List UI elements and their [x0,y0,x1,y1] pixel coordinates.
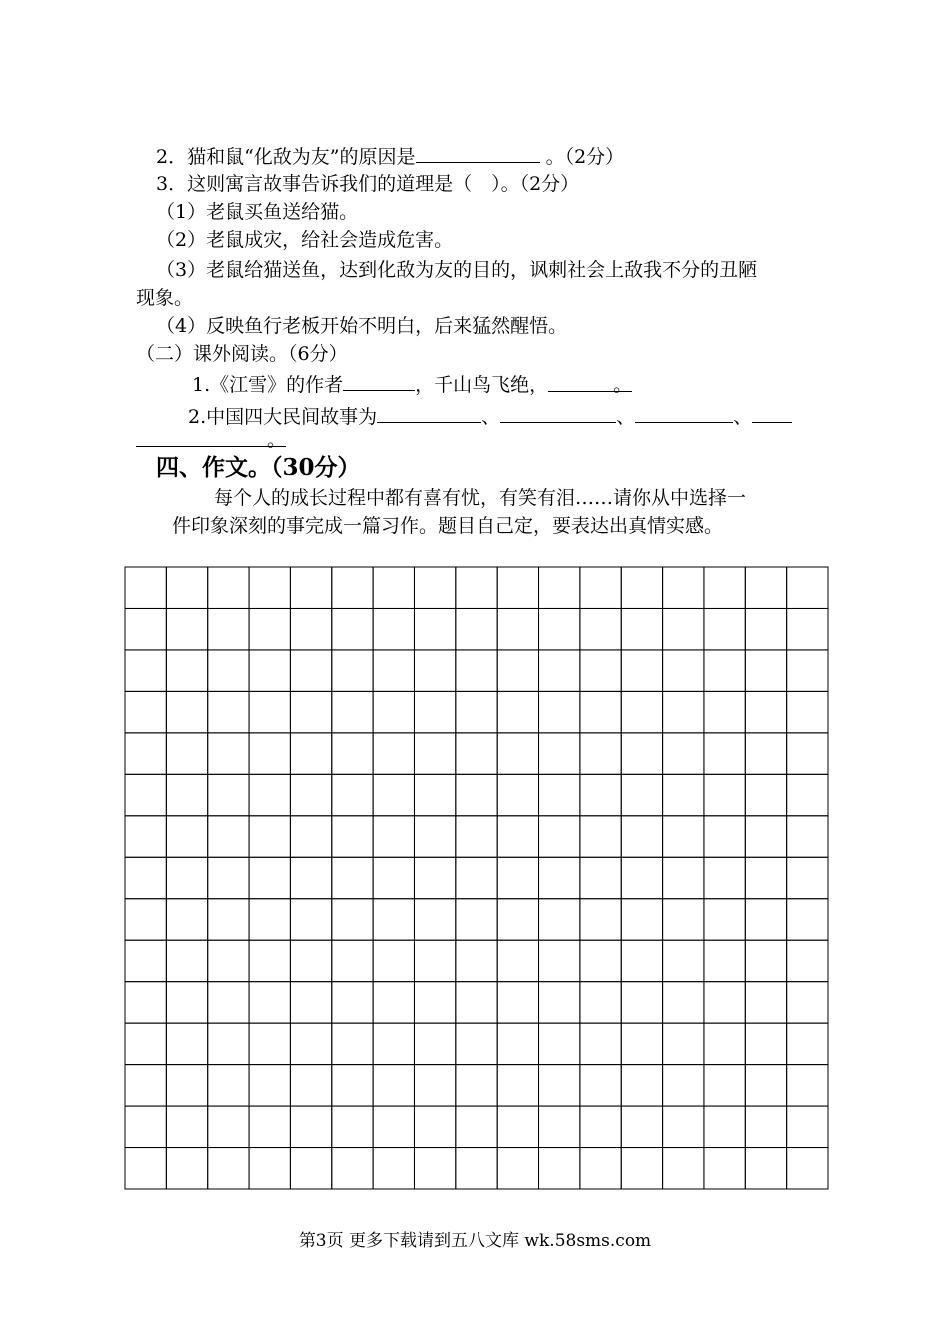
grid-cell[interactable] [290,940,331,981]
grid-cell[interactable] [580,857,621,898]
grid-cell[interactable] [249,1148,290,1189]
grid-cell[interactable] [332,733,373,774]
grid-cell[interactable] [539,567,580,608]
grid-cell[interactable] [745,1065,786,1106]
grid-cell[interactable] [166,1148,207,1189]
grid-cell[interactable] [621,774,662,815]
grid-cell[interactable] [704,608,745,649]
grid-cell[interactable] [745,691,786,732]
grid-cell[interactable] [580,608,621,649]
grid-cell[interactable] [166,1023,207,1064]
grid-cell[interactable] [208,608,249,649]
grid-cell[interactable] [456,691,497,732]
grid-cell[interactable] [414,857,455,898]
grid-cell[interactable] [208,1023,249,1064]
grid-cell[interactable] [125,1023,166,1064]
grid-cell[interactable] [497,1065,538,1106]
grid-cell[interactable] [539,899,580,940]
writing-grid[interactable] [124,566,829,1190]
grid-cell[interactable] [745,733,786,774]
grid-cell[interactable] [787,691,828,732]
grid-cell[interactable] [290,982,331,1023]
grid-cell[interactable] [249,567,290,608]
grid-cell[interactable] [539,608,580,649]
grid-cell[interactable] [621,1106,662,1147]
grid-cell[interactable] [166,940,207,981]
grid-cell[interactable] [249,691,290,732]
grid-cell[interactable] [539,940,580,981]
poem-line-blank[interactable] [548,373,633,396]
grid-cell[interactable] [208,691,249,732]
grid-cell[interactable] [249,1065,290,1106]
grid-cell[interactable] [373,567,414,608]
grid-cell[interactable] [580,650,621,691]
grid-cell[interactable] [663,1148,704,1189]
grid-cell[interactable] [414,1065,455,1106]
grid-cell[interactable] [332,650,373,691]
grid-cell[interactable] [208,733,249,774]
grid-cell[interactable] [166,567,207,608]
grid-cell[interactable] [456,608,497,649]
answer-blank[interactable] [416,144,540,163]
grid-cell[interactable] [663,857,704,898]
grid-cell[interactable] [787,1023,828,1064]
question-2 [156,144,624,169]
grid-cell[interactable] [166,691,207,732]
grid-cell[interactable] [663,816,704,857]
grid-cell[interactable] [497,650,538,691]
grid-cell[interactable] [745,982,786,1023]
grid-cell[interactable] [704,567,745,608]
grid-cell[interactable] [580,1023,621,1064]
grid-cell[interactable] [208,1106,249,1147]
grid-cell[interactable] [621,982,662,1023]
grid-cell[interactable] [332,1106,373,1147]
grid-cell[interactable] [414,733,455,774]
grid-cell[interactable] [414,982,455,1023]
grid-cell[interactable] [663,774,704,815]
grid-cell[interactable] [787,899,828,940]
grid-cell[interactable] [249,1106,290,1147]
grid-cell[interactable] [414,940,455,981]
grid-cell[interactable] [290,608,331,649]
grid-cell[interactable] [456,774,497,815]
grid-cell[interactable] [663,982,704,1023]
grid-cell[interactable] [456,899,497,940]
grid-cell[interactable] [208,940,249,981]
grid-cell[interactable] [290,1148,331,1189]
grid-cell[interactable] [249,608,290,649]
grid-cell[interactable] [125,608,166,649]
grid-cell[interactable] [621,691,662,732]
grid-cell[interactable] [704,1106,745,1147]
grid-cell[interactable] [208,1148,249,1189]
grid-cell[interactable] [580,1148,621,1189]
grid-cell[interactable] [745,650,786,691]
grid-cell[interactable] [125,567,166,608]
grid-cell[interactable] [539,691,580,732]
grid-cell[interactable] [208,857,249,898]
grid-cell[interactable] [787,857,828,898]
grid-cell[interactable] [663,650,704,691]
grid-cell[interactable] [125,1148,166,1189]
grid-cell[interactable] [373,1023,414,1064]
extra-q1-part-c: 。 [613,374,633,396]
grid-cell[interactable] [704,650,745,691]
grid-cell[interactable] [208,650,249,691]
grid-cell[interactable] [539,1106,580,1147]
grid-cell[interactable] [456,982,497,1023]
grid-cell[interactable] [539,857,580,898]
grid-cell[interactable] [787,733,828,774]
composition-prompt-line-1: 每个人的成长过程中都有喜有忧，有笑有泪……请你从中选择一 [214,487,747,509]
grid-cell[interactable] [745,899,786,940]
grid-cell[interactable] [497,982,538,1023]
grid-cell[interactable] [373,1065,414,1106]
grid-cell[interactable] [745,857,786,898]
grid-cell[interactable] [414,774,455,815]
grid-cell[interactable] [745,940,786,981]
grid-cell[interactable] [704,982,745,1023]
grid-cell[interactable] [290,1065,331,1106]
grid-cell[interactable] [332,1023,373,1064]
option-4: （4）反映鱼行老板开始不明白，后来猛然醒悟。 [156,315,568,337]
grid-cell[interactable] [249,774,290,815]
grid-cell[interactable] [663,940,704,981]
option-1: （1）老鼠买鱼送给猫。 [156,201,359,223]
story-blank-1[interactable] [377,404,481,423]
grid-cell[interactable] [539,1065,580,1106]
composition-heading: 四、作文。（30分） [156,454,361,481]
grid-cell[interactable] [745,567,786,608]
grid-cell[interactable] [166,1106,207,1147]
grid-cell[interactable] [249,1023,290,1064]
grid-cell[interactable] [249,982,290,1023]
grid-cell[interactable] [373,691,414,732]
grid-cell[interactable] [373,774,414,815]
story-blank-4-end[interactable] [136,428,286,451]
grid-cell[interactable] [456,1106,497,1147]
grid-cell[interactable] [745,608,786,649]
option-3-continued: 现象。 [136,287,194,309]
grid-cell[interactable] [125,774,166,815]
grid-cell[interactable] [332,691,373,732]
extra-reading-title: （二）课外阅读。（6分） [136,343,348,365]
grid-cell[interactable] [414,691,455,732]
extra-q2-part-a: 2.中国四大民间故事为 [188,406,378,428]
grid-cell[interactable] [787,608,828,649]
grid-cell[interactable] [125,1106,166,1147]
grid-cell[interactable] [704,691,745,732]
option-2: （2）老鼠成灾，给社会造成危害。 [156,229,454,251]
story-blank-4-start[interactable] [752,404,792,423]
grid-cell[interactable] [414,816,455,857]
grid-cell[interactable] [621,567,662,608]
question-3: 3．这则寓言故事告诉我们的道理是（ ）。（2分） [156,173,580,195]
grid-cell[interactable] [539,1148,580,1189]
grid-cell[interactable] [332,1148,373,1189]
grid-cell[interactable] [208,1065,249,1106]
grid-cell[interactable] [745,1023,786,1064]
grid-cell[interactable] [497,567,538,608]
grid-cell[interactable] [166,650,207,691]
grid-cell[interactable] [373,857,414,898]
grid-cell[interactable] [332,567,373,608]
grid-cell[interactable] [497,940,538,981]
grid-cell[interactable] [166,1065,207,1106]
page-footer: 第3页 更多下载请到五八文库 wk.58sms.com [298,1231,652,1251]
grid-cell[interactable] [704,1065,745,1106]
grid-cell[interactable] [249,899,290,940]
grid-cell[interactable] [621,1148,662,1189]
grid-cell[interactable] [249,816,290,857]
grid-cell[interactable] [497,774,538,815]
grid-cell[interactable] [745,1148,786,1189]
grid-cell[interactable] [539,733,580,774]
grid-cell[interactable] [125,982,166,1023]
extra-question-2-continued [136,428,286,452]
grid-cell[interactable] [373,940,414,981]
grid-cell[interactable] [580,940,621,981]
grid-cell[interactable] [580,691,621,732]
grid-cell[interactable] [787,1148,828,1189]
grid-cell[interactable] [497,1106,538,1147]
story-blank-3[interactable] [635,404,733,423]
grid-cell[interactable] [332,940,373,981]
grid-cell[interactable] [456,1148,497,1189]
grid-cell[interactable] [208,899,249,940]
grid-cell[interactable] [414,899,455,940]
grid-cell[interactable] [787,982,828,1023]
grid-cell[interactable] [663,567,704,608]
grid-cell[interactable] [125,857,166,898]
grid-cell[interactable] [373,982,414,1023]
grid-cell[interactable] [166,899,207,940]
grid-cell[interactable] [290,1106,331,1147]
question-2-text: 2．猫和鼠“化敌为友”的原因是 [156,146,416,168]
grid-cell[interactable] [290,899,331,940]
grid-cell[interactable] [580,774,621,815]
author-blank[interactable] [343,372,415,391]
grid-cell[interactable] [125,940,166,981]
grid-cell[interactable] [332,857,373,898]
grid-cell[interactable] [332,774,373,815]
grid-cell[interactable] [290,567,331,608]
grid-cell[interactable] [621,1023,662,1064]
grid-cell[interactable] [332,982,373,1023]
grid-cell[interactable] [332,1065,373,1106]
grid-cell[interactable] [166,774,207,815]
grid-cell[interactable] [787,774,828,815]
grid-cell[interactable] [787,650,828,691]
grid-cell[interactable] [290,650,331,691]
grid-cell[interactable] [745,774,786,815]
extra-q1-part-a: 1.《江雪》的作者 [192,374,344,396]
grid-cell[interactable] [166,816,207,857]
grid-cell[interactable] [456,650,497,691]
grid-cell[interactable] [166,733,207,774]
grid-cell[interactable] [621,940,662,981]
grid-cell[interactable] [414,650,455,691]
grid-cell[interactable] [621,1065,662,1106]
grid-cell[interactable] [414,567,455,608]
grid-cell[interactable] [290,1023,331,1064]
grid-cell[interactable] [787,940,828,981]
grid-cell[interactable] [787,1065,828,1106]
grid-cell[interactable] [125,691,166,732]
grid-cell[interactable] [663,691,704,732]
grid-cell[interactable] [373,650,414,691]
grid-cell[interactable] [249,940,290,981]
grid-cell[interactable] [497,691,538,732]
grid-cell[interactable] [414,1148,455,1189]
grid-cell[interactable] [456,1065,497,1106]
grid-cell[interactable] [580,733,621,774]
grid-cell[interactable] [539,650,580,691]
grid-cell[interactable] [373,608,414,649]
grid-cell[interactable] [373,816,414,857]
grid-cell[interactable] [456,1023,497,1064]
grid-cell[interactable] [621,650,662,691]
grid-cell[interactable] [373,733,414,774]
extra-question-2 [188,404,792,429]
grid-cell[interactable] [166,982,207,1023]
grid-cell[interactable] [332,608,373,649]
grid-cell[interactable] [621,857,662,898]
grid-cell[interactable] [208,982,249,1023]
composition-prompt-line-2: 件印象深刻的事完成一篇习作。题目自己定，要表达出真情实感。 [172,515,724,537]
grid-cell[interactable] [332,816,373,857]
grid-cell[interactable] [414,608,455,649]
grid-cell[interactable] [497,733,538,774]
grid-cell[interactable] [704,857,745,898]
grid-cell[interactable] [663,1065,704,1106]
grid-cell[interactable] [497,1148,538,1189]
extra-q2-end: 。 [266,429,286,451]
grid-cell[interactable] [539,1023,580,1064]
grid-cell[interactable] [621,899,662,940]
grid-cell[interactable] [497,816,538,857]
grid-cell[interactable] [704,940,745,981]
grid-cell[interactable] [663,733,704,774]
grid-cell[interactable] [704,733,745,774]
grid-cell[interactable] [663,899,704,940]
grid-cell[interactable] [208,816,249,857]
grid-cell[interactable] [704,899,745,940]
grid-cell[interactable] [497,1023,538,1064]
separator: 、 [733,406,753,428]
question-2-tail: 。（2分） [545,146,625,168]
grid-cell[interactable] [166,608,207,649]
grid-cell[interactable] [663,608,704,649]
grid-cell[interactable] [580,1065,621,1106]
grid-cell[interactable] [290,774,331,815]
grid-cell[interactable] [580,567,621,608]
grid-cell[interactable] [125,816,166,857]
grid-cell[interactable] [125,733,166,774]
grid-cell[interactable] [745,1106,786,1147]
grid-cell[interactable] [373,1148,414,1189]
grid-cell[interactable] [290,857,331,898]
grid-cell[interactable] [497,857,538,898]
grid-cell[interactable] [290,733,331,774]
grid-cell[interactable] [787,567,828,608]
grid-cell[interactable] [125,899,166,940]
grid-cell[interactable] [456,567,497,608]
grid-cell[interactable] [621,816,662,857]
grid-cell[interactable] [208,567,249,608]
grid-cell[interactable] [249,733,290,774]
separator: 、 [481,406,501,428]
grid-cell[interactable] [580,1106,621,1147]
grid-cell[interactable] [704,816,745,857]
grid-cell[interactable] [704,774,745,815]
grid-cell[interactable] [580,982,621,1023]
grid-cell[interactable] [704,1148,745,1189]
grid-cell[interactable] [373,899,414,940]
story-blank-2[interactable] [500,404,616,423]
grid-cell[interactable] [621,733,662,774]
grid-cell[interactable] [580,816,621,857]
grid-cell[interactable] [497,608,538,649]
grid-cell[interactable] [125,650,166,691]
grid-cell[interactable] [249,650,290,691]
grid-cell[interactable] [787,816,828,857]
grid-cell[interactable] [704,1023,745,1064]
grid-cell[interactable] [621,608,662,649]
grid-cell[interactable] [414,1023,455,1064]
grid-cell[interactable] [745,816,786,857]
grid-cell[interactable] [539,774,580,815]
grid-cell[interactable] [663,1106,704,1147]
grid-cell[interactable] [373,1106,414,1147]
grid-cell[interactable] [663,1023,704,1064]
grid-cell[interactable] [497,899,538,940]
separator: 、 [616,406,636,428]
grid-cell[interactable] [414,1106,455,1147]
grid-cell[interactable] [290,816,331,857]
grid-cell[interactable] [332,899,373,940]
grid-cell[interactable] [125,1065,166,1106]
grid-cell[interactable] [249,857,290,898]
grid-cell[interactable] [456,733,497,774]
grid-cell[interactable] [580,899,621,940]
extra-q1-part-b: ，千山鸟飞绝， [415,374,549,396]
grid-cell[interactable] [787,1106,828,1147]
option-3: （3）老鼠给猫送鱼，达到化敌为友的目的，讽刺社会上敌我不分的丑陋 [156,259,758,281]
grid-cell[interactable] [456,940,497,981]
grid-cell[interactable] [539,982,580,1023]
grid-cell[interactable] [290,691,331,732]
grid-cell[interactable] [208,774,249,815]
grid-cell[interactable] [166,857,207,898]
extra-question-1 [192,372,632,397]
grid-cell[interactable] [456,857,497,898]
grid-cell[interactable] [539,816,580,857]
grid-cell[interactable] [456,816,497,857]
